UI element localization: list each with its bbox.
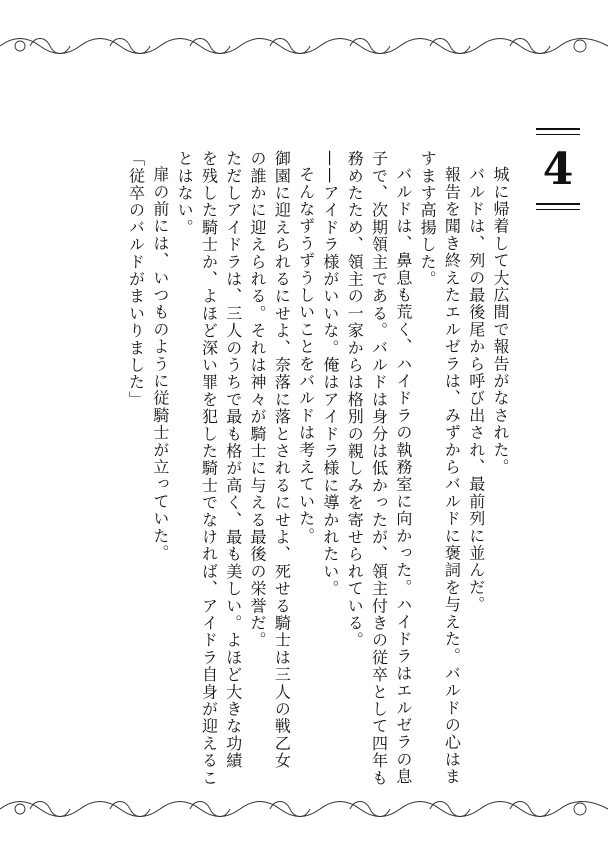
top-ornament-border	[0, 26, 608, 66]
vertical-body-text	[78, 150, 512, 787]
chapter-heading	[530, 128, 586, 214]
text-line: を残した騎士か、よほど深い罪を犯した騎士でなければ、アイドラ自身が迎えるこ	[199, 150, 219, 787]
text-line: 「従卒のバルドがまいりました」	[126, 150, 146, 408]
text-line: 務めたため、領主の一家からは格別の親しみを寄せられている。	[345, 150, 365, 649]
text-line: とはない。	[175, 150, 195, 236]
text-line: すます高揚した。	[418, 150, 438, 288]
text-line: ただしアイドラは、三人のうちで最も格が高く、最も美しい。よほど大きな功績	[223, 150, 243, 770]
text-line: バルドは、列の最後尾から呼び出され、最前列に並んだ。	[466, 166, 486, 614]
text-line: バルドは、鼻息も荒く、ハイドラの執務室に向かった。ハイドラはエルゼラの息	[393, 166, 413, 786]
text-line: 扉の前には、いつものように従騎士が立っていた。	[150, 166, 170, 562]
chapter-bottom-rule	[536, 203, 580, 210]
text-line: 報告を聞き終えたエルゼラは、みずからバルドに褒詞を与えた。バルドの心はま	[442, 166, 462, 786]
text-line: 城に帰着して大広間で報告がなされた。	[491, 166, 510, 476]
chapter-top-rule	[536, 128, 580, 135]
chapter-number: 4	[542, 144, 574, 195]
text-line: 子で、次期領主である。バルドは身分は低かったが、領主付きの従卒として四年も	[369, 150, 389, 787]
text-line: ——アイドラ様がいいな。俺はアイドラ様に導かれたい。	[320, 150, 340, 598]
text-line: 御園に迎えられるにせよ、奈落に落とされるにせよ、死せる騎士は三人の戦乙女	[272, 150, 292, 770]
bottom-ornament-border	[0, 789, 608, 829]
text-line: の誰かに迎えられる。それは神々が騎士に与える最後の栄誉だ。	[248, 150, 268, 649]
text-line: そんなずうずうしいことをバルドは考えていた。	[296, 166, 316, 545]
